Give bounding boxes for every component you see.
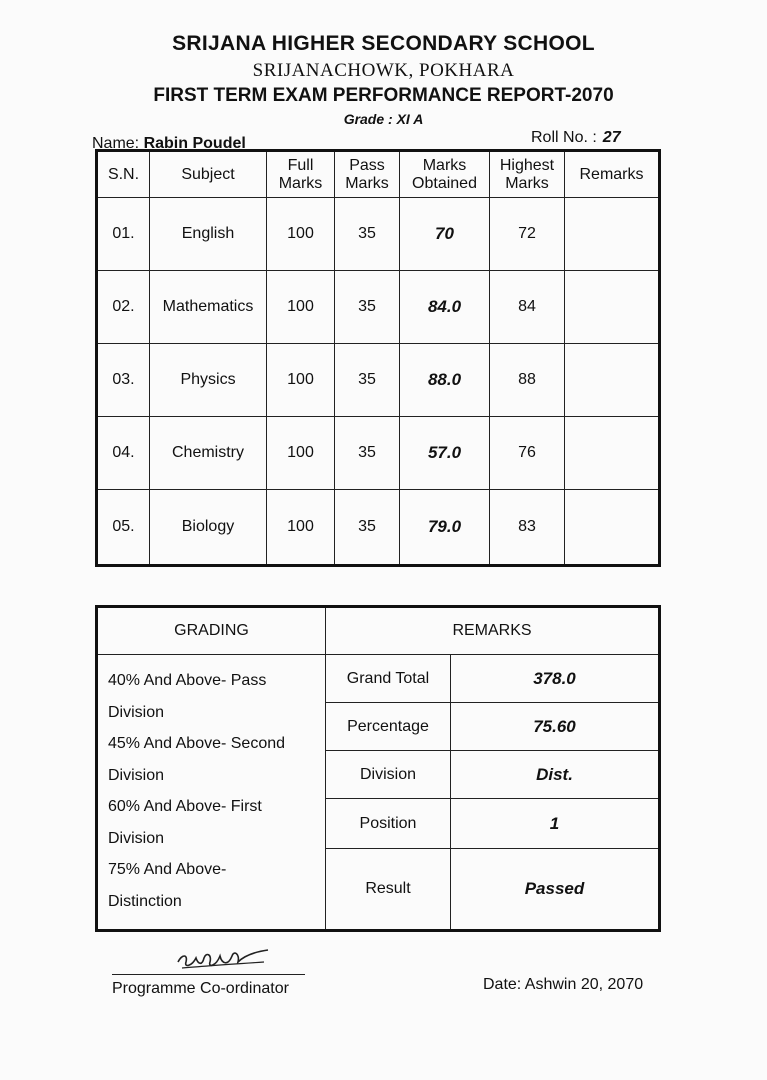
cell-subject: Mathematics (150, 270, 267, 343)
summary-label-result: Result (326, 849, 451, 931)
cell-highest-marks: 83 (490, 489, 565, 565)
cell-remarks (565, 489, 660, 565)
cell-full-marks: 100 (267, 416, 335, 489)
summary-value-result: Passed (451, 849, 660, 931)
grading-line: 40% And Above- Pass (108, 672, 267, 689)
name-label: Name: (92, 135, 140, 152)
cell-full-marks: 100 (267, 489, 335, 565)
cell-subject: Chemistry (150, 416, 267, 489)
table-row (97, 416, 660, 489)
table-row (97, 343, 660, 416)
cell-full-marks: 100 (267, 198, 335, 271)
cell-marks-obtained: 57.0 (400, 416, 490, 489)
table-row (97, 489, 660, 565)
grading-line: 60% And Above- First (108, 798, 262, 815)
roll-label: Roll No. : (531, 129, 597, 146)
cell-full-marks: 100 (267, 343, 335, 416)
remarks-header: REMARKS (326, 607, 660, 655)
grading-line: 75% And Above- (108, 861, 227, 878)
grading-header: GRADING (97, 607, 326, 655)
coordinator-label: Programme Co-ordinator (112, 980, 289, 997)
cell-remarks (565, 343, 660, 416)
marks-table (95, 149, 661, 567)
table-row (97, 270, 660, 343)
summary-label-percentage: Percentage (326, 703, 451, 751)
cell-subject: English (150, 198, 267, 271)
cell-sn: 01. (97, 198, 150, 271)
summary-label-division: Division (326, 751, 451, 799)
grading-line: Distinction (108, 892, 182, 910)
col-header-highest-marks: Highest Marks (490, 151, 565, 198)
summary-value-division: Dist. (451, 751, 660, 799)
cell-pass-marks: 35 (335, 489, 400, 565)
report-date: Date: Ashwin 20, 2070 (483, 976, 644, 993)
cell-pass-marks: 35 (335, 270, 400, 343)
roll-number-line (531, 129, 621, 147)
grading-line: Division (108, 766, 165, 784)
col-header-subject: Subject (150, 151, 267, 198)
cell-highest-marks: 84 (490, 270, 565, 343)
student-name: Rabin Poudel (143, 135, 246, 152)
col-header-marks-obtained: Marks Obtained (400, 151, 490, 198)
grading-line: Division (108, 703, 165, 721)
report-title: FIRST TERM EXAM PERFORMANCE REPORT-2070 (153, 85, 614, 106)
cell-remarks (565, 198, 660, 271)
cell-remarks (565, 416, 660, 489)
cell-marks-obtained: 79.0 (400, 489, 490, 565)
summary-label-grand-total: Grand Total (326, 655, 451, 703)
cell-highest-marks: 76 (490, 416, 565, 489)
cell-remarks (565, 270, 660, 343)
school-location: SRIJANACHOWK, POKHARA (252, 60, 515, 81)
summary-value-grand-total: 378.0 (451, 655, 660, 703)
cell-sn: 04. (97, 416, 150, 489)
summary-value-position: 1 (451, 799, 660, 849)
col-header-sn: S.N. (97, 151, 150, 198)
cell-marks-obtained: 84.0 (400, 270, 490, 343)
marks-table-header (97, 151, 660, 198)
cell-sn: 03. (97, 343, 150, 416)
cell-sn: 05. (97, 489, 150, 565)
cell-marks-obtained: 70 (400, 198, 490, 271)
cell-highest-marks: 88 (490, 343, 565, 416)
grading-scale (97, 655, 326, 931)
grading-line: Division (108, 829, 165, 847)
summary-row (97, 655, 660, 703)
roll-number: 27 (602, 129, 621, 146)
col-header-full-marks: Full Marks (267, 151, 335, 198)
signature-line (112, 974, 305, 975)
grading-table (95, 605, 661, 932)
cell-full-marks: 100 (267, 270, 335, 343)
cell-highest-marks: 72 (490, 198, 565, 271)
grading-line: 45% And Above- Second (108, 735, 286, 752)
cell-pass-marks: 35 (335, 343, 400, 416)
col-header-pass-marks: Pass Marks (335, 151, 400, 198)
col-header-remarks: Remarks (565, 151, 660, 198)
cell-pass-marks: 35 (335, 416, 400, 489)
cell-subject: Biology (150, 489, 267, 565)
grading-table-header (97, 607, 660, 655)
cell-sn: 02. (97, 270, 150, 343)
cell-subject: Physics (150, 343, 267, 416)
school-name: SRIJANA HIGHER SECONDARY SCHOOL (172, 32, 595, 55)
summary-label-position: Position (326, 799, 451, 849)
table-row (97, 198, 660, 271)
cell-pass-marks: 35 (335, 198, 400, 271)
summary-value-percentage: 75.60 (451, 703, 660, 751)
cell-marks-obtained: 88.0 (400, 343, 490, 416)
grade-label: Grade : XI A (343, 111, 424, 127)
